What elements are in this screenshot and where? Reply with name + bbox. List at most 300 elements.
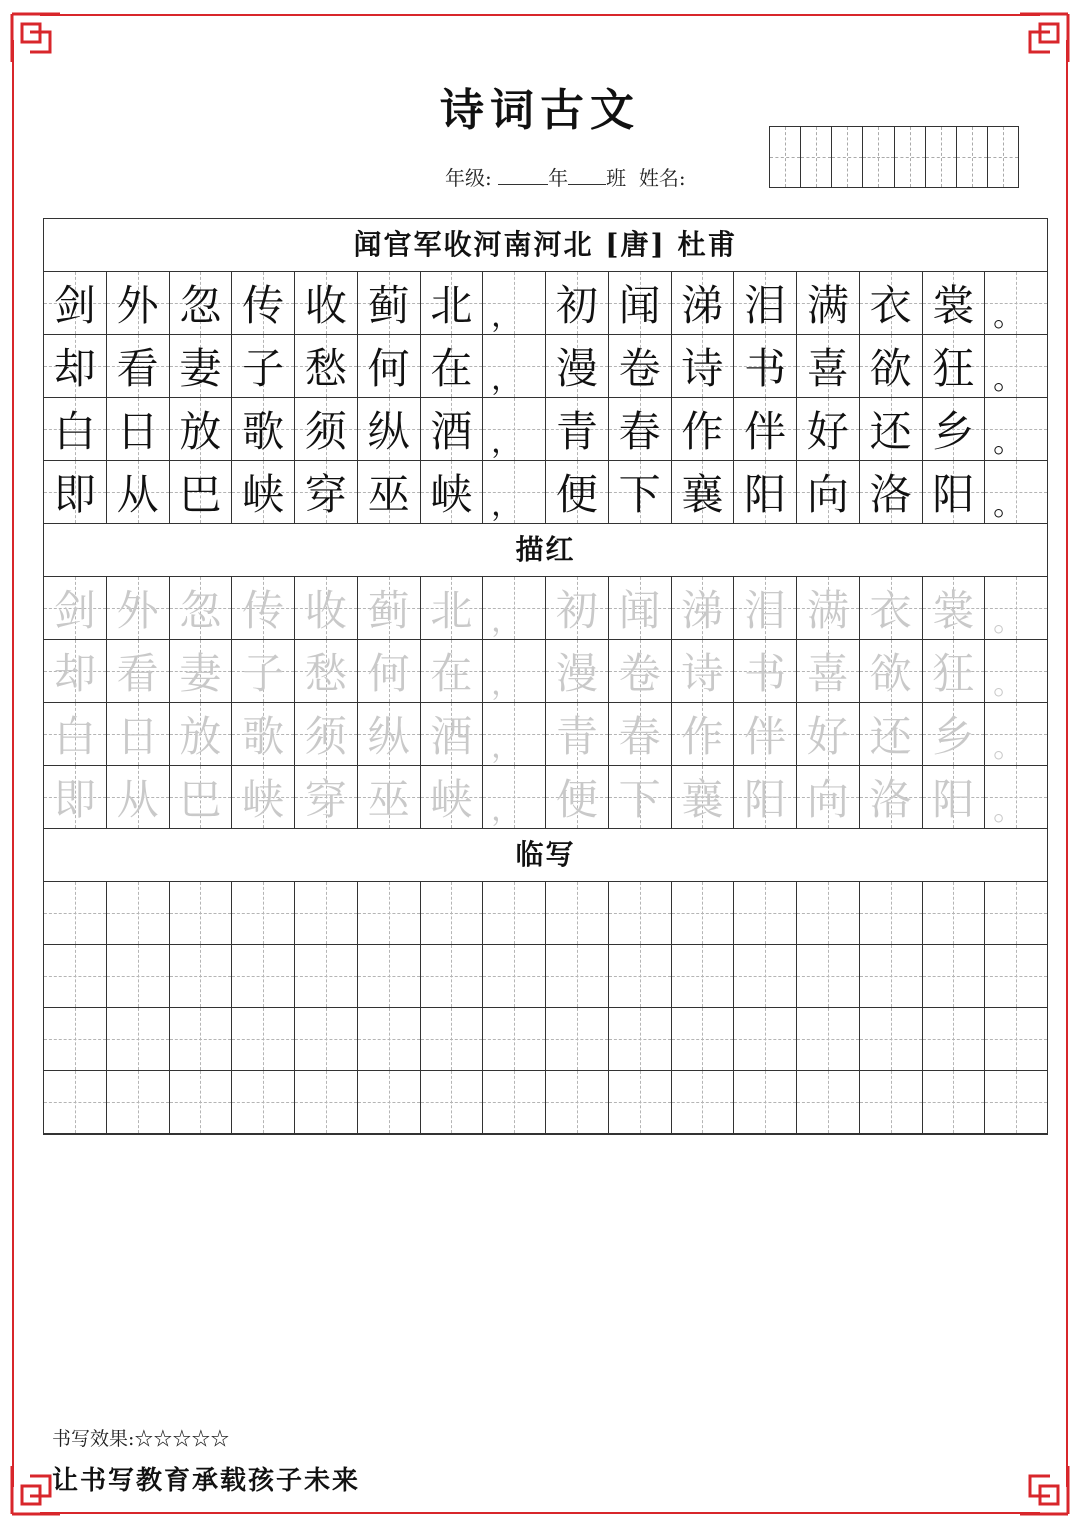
copy-cell[interactable] xyxy=(672,1071,735,1133)
copy-cell[interactable] xyxy=(797,1071,860,1133)
poem-cell xyxy=(672,335,735,397)
copy-cell[interactable] xyxy=(546,1008,609,1070)
trace-char: 书 xyxy=(744,649,787,698)
trace-cell[interactable] xyxy=(797,640,860,702)
poem-cell xyxy=(860,335,923,397)
copy-row xyxy=(44,1008,1047,1071)
poem-cell xyxy=(483,335,546,397)
poem-row xyxy=(44,335,1047,398)
trace-char: 穿 xyxy=(304,775,347,824)
copy-cell[interactable] xyxy=(923,1071,986,1133)
trace-cell[interactable] xyxy=(923,640,986,702)
trace-cell[interactable] xyxy=(860,766,923,828)
poem-cell xyxy=(923,272,986,334)
poem-char: 作 xyxy=(681,407,724,456)
copy-cell[interactable] xyxy=(734,1008,797,1070)
trace-cell[interactable] xyxy=(672,640,735,702)
corner-ornament-top-left xyxy=(10,12,62,64)
poem-char: 好 xyxy=(806,407,849,456)
class-label: 班 xyxy=(606,166,627,190)
trace-char: 却 xyxy=(53,649,96,698)
trace-cell[interactable] xyxy=(860,577,923,639)
trace-char: 妻 xyxy=(179,649,222,698)
poem-char: 欲 xyxy=(869,344,912,393)
copy-cell[interactable] xyxy=(421,1008,484,1070)
poem-cell xyxy=(421,272,484,334)
trace-char: 须 xyxy=(304,712,347,761)
copy-cell[interactable] xyxy=(923,882,986,944)
trace-char: 便 xyxy=(555,775,598,824)
trace-cell[interactable] xyxy=(358,703,421,765)
poem-cell xyxy=(609,461,672,523)
copy-cell[interactable] xyxy=(734,882,797,944)
copy-heading: 临写 xyxy=(44,829,1047,882)
poem-cell xyxy=(860,272,923,334)
trace-cell[interactable] xyxy=(358,766,421,828)
trace-char: 诗 xyxy=(681,649,724,698)
copy-cell[interactable] xyxy=(672,1008,735,1070)
poem-char: 漫 xyxy=(555,344,598,393)
poem-cell xyxy=(672,272,735,334)
poem-cell xyxy=(672,398,735,460)
poem-cell xyxy=(358,272,421,334)
trace-cell[interactable] xyxy=(546,640,609,702)
trace-cell[interactable] xyxy=(295,577,358,639)
poem-char: 传 xyxy=(242,281,285,330)
frame-right-line xyxy=(1066,40,1068,1487)
copy-cell[interactable] xyxy=(358,1008,421,1070)
trace-cell[interactable] xyxy=(860,640,923,702)
copy-cell[interactable] xyxy=(358,1071,421,1133)
poem-cell xyxy=(421,335,484,397)
copy-cell[interactable] xyxy=(609,1008,672,1070)
trace-cell[interactable] xyxy=(483,766,546,828)
trace-char: 阳 xyxy=(744,775,787,824)
trace-cell[interactable] xyxy=(672,577,735,639)
trace-cell[interactable] xyxy=(797,577,860,639)
poem-cell xyxy=(609,335,672,397)
trace-char: 。 xyxy=(993,793,1024,828)
trace-cell[interactable] xyxy=(107,703,170,765)
poem-cell xyxy=(923,335,986,397)
poem-char: 阳 xyxy=(744,470,787,519)
poem-char: 从 xyxy=(116,470,159,519)
copy-cell[interactable] xyxy=(295,1071,358,1133)
copy-cell[interactable] xyxy=(734,1071,797,1133)
trace-cell[interactable] xyxy=(546,766,609,828)
poem-cell xyxy=(985,335,1047,397)
trace-cell[interactable] xyxy=(44,577,107,639)
trace-cell[interactable] xyxy=(170,640,233,702)
copy-cell[interactable] xyxy=(985,882,1047,944)
trace-char: 。 xyxy=(993,604,1024,639)
poem-char: 何 xyxy=(367,344,410,393)
poem-cell xyxy=(985,398,1047,460)
trace-cell[interactable] xyxy=(734,577,797,639)
class-blank[interactable] xyxy=(568,166,606,185)
copy-cell[interactable] xyxy=(483,1071,546,1133)
poem-char: 喜 xyxy=(806,344,849,393)
copy-cell[interactable] xyxy=(358,945,421,1007)
poem-cell xyxy=(923,461,986,523)
poem-char: 春 xyxy=(618,407,661,456)
copy-cell[interactable] xyxy=(358,882,421,944)
poem-cell xyxy=(734,398,797,460)
poem-char: 青 xyxy=(555,407,598,456)
trace-char: 作 xyxy=(681,712,724,761)
poem-cell xyxy=(985,272,1047,334)
poem-cell xyxy=(295,398,358,460)
poem-cell xyxy=(483,461,546,523)
trace-cell[interactable] xyxy=(923,766,986,828)
trace-cell[interactable] xyxy=(985,703,1047,765)
practice-sheet xyxy=(43,218,1048,1135)
poem-char: 书 xyxy=(744,344,787,393)
trace-cell[interactable] xyxy=(107,577,170,639)
trace-cell[interactable] xyxy=(609,703,672,765)
frame-left-line xyxy=(12,40,14,1487)
poem-char: 放 xyxy=(179,407,222,456)
grade-blank[interactable] xyxy=(498,166,548,185)
trace-char: 歌 xyxy=(242,712,285,761)
copy-cell[interactable] xyxy=(170,882,233,944)
poem-cell xyxy=(44,335,107,397)
copy-cell[interactable] xyxy=(421,882,484,944)
trace-cell[interactable] xyxy=(232,577,295,639)
grade-label: 年级: xyxy=(445,166,492,190)
trace-char: 。 xyxy=(993,667,1024,702)
poem-cell xyxy=(797,335,860,397)
name-box[interactable] xyxy=(832,127,863,187)
copy-cell[interactable] xyxy=(483,1008,546,1070)
copy-cell[interactable] xyxy=(232,882,295,944)
poem-char: 穿 xyxy=(304,470,347,519)
poem-char: ， xyxy=(491,362,522,397)
trace-char: 卷 xyxy=(618,649,661,698)
trace-cell[interactable] xyxy=(483,577,546,639)
trace-cell[interactable] xyxy=(797,766,860,828)
trace-row xyxy=(44,640,1047,703)
copy-cell[interactable] xyxy=(797,882,860,944)
poem-cell xyxy=(170,461,233,523)
trace-cell[interactable] xyxy=(44,703,107,765)
trace-char: 春 xyxy=(618,712,661,761)
trace-cell[interactable] xyxy=(358,577,421,639)
trace-char: ， xyxy=(491,667,522,702)
trace-char: 涕 xyxy=(681,586,724,635)
poem-cell xyxy=(797,272,860,334)
poem-cell xyxy=(546,335,609,397)
trace-cell[interactable] xyxy=(923,703,986,765)
poem-row xyxy=(44,398,1047,461)
trace-char: 巴 xyxy=(179,775,222,824)
copy-cell[interactable] xyxy=(170,1071,233,1133)
poem-cell xyxy=(860,461,923,523)
trace-cell[interactable] xyxy=(483,703,546,765)
poem-cell xyxy=(107,461,170,523)
trace-cell[interactable] xyxy=(44,766,107,828)
name-box[interactable] xyxy=(957,127,988,187)
poem-cell xyxy=(295,335,358,397)
trace-cell[interactable] xyxy=(985,766,1047,828)
name-box[interactable] xyxy=(988,127,1018,187)
trace-char: 初 xyxy=(555,586,598,635)
copy-cell[interactable] xyxy=(860,882,923,944)
copy-cell[interactable] xyxy=(985,1008,1047,1070)
poem-cell xyxy=(483,272,546,334)
poem-grid xyxy=(44,272,1047,524)
poem-cell xyxy=(232,335,295,397)
copy-cell[interactable] xyxy=(923,945,986,1007)
poem-char: 。 xyxy=(993,299,1024,334)
copy-cell[interactable] xyxy=(44,882,107,944)
copy-cell[interactable] xyxy=(860,1008,923,1070)
trace-cell[interactable] xyxy=(923,577,986,639)
trace-char: ， xyxy=(491,793,522,828)
trace-char: 巫 xyxy=(367,775,410,824)
poem-cell xyxy=(170,398,233,460)
copy-cell[interactable] xyxy=(107,882,170,944)
trace-char: 白 xyxy=(53,712,96,761)
poem-char: 白 xyxy=(53,407,96,456)
trace-char: 下 xyxy=(618,775,661,824)
poem-cell xyxy=(734,461,797,523)
copy-cell[interactable] xyxy=(232,945,295,1007)
poem-char: 洛 xyxy=(869,470,912,519)
poem-char: 卷 xyxy=(618,344,661,393)
name-box[interactable] xyxy=(770,127,801,187)
trace-cell[interactable] xyxy=(672,766,735,828)
copy-cell[interactable] xyxy=(546,1071,609,1133)
poem-char: 即 xyxy=(53,470,96,519)
trace-cell[interactable] xyxy=(295,640,358,702)
poem-char: 须 xyxy=(304,407,347,456)
copy-cell[interactable] xyxy=(923,1008,986,1070)
poem-cell xyxy=(483,398,546,460)
trace-cell[interactable] xyxy=(672,703,735,765)
copy-cell[interactable] xyxy=(107,1071,170,1133)
poem-cell xyxy=(421,461,484,523)
poem-char: 却 xyxy=(53,344,96,393)
poem-row xyxy=(44,461,1047,524)
name-box[interactable] xyxy=(863,127,894,187)
poem-char: 初 xyxy=(555,281,598,330)
copy-cell[interactable] xyxy=(295,945,358,1007)
copy-cell[interactable] xyxy=(797,1008,860,1070)
slogan: 让书写教育承载孩子未来 xyxy=(52,1466,361,1496)
trace-char: 青 xyxy=(555,712,598,761)
poem-char: 乡 xyxy=(932,407,975,456)
copy-cell[interactable] xyxy=(232,1071,295,1133)
trace-cell[interactable] xyxy=(546,577,609,639)
copy-cell[interactable] xyxy=(421,1071,484,1133)
trace-char: 好 xyxy=(806,712,849,761)
trace-char: 满 xyxy=(806,586,849,635)
trace-char: 愁 xyxy=(304,649,347,698)
copy-cell[interactable] xyxy=(107,945,170,1007)
trace-cell[interactable] xyxy=(797,703,860,765)
trace-cell[interactable] xyxy=(170,577,233,639)
trace-char: 狂 xyxy=(932,649,975,698)
copy-cell[interactable] xyxy=(483,882,546,944)
copy-cell[interactable] xyxy=(44,1008,107,1070)
trace-char: 还 xyxy=(869,712,912,761)
rating-label: 书写效果: xyxy=(52,1428,135,1450)
writing-rating xyxy=(52,1424,229,1451)
poem-row xyxy=(44,272,1047,335)
trace-cell[interactable] xyxy=(295,766,358,828)
trace-char: 峡 xyxy=(430,775,473,824)
trace-cell[interactable] xyxy=(609,640,672,702)
poem-cell xyxy=(734,272,797,334)
poem-char: 巴 xyxy=(179,470,222,519)
copy-cell[interactable] xyxy=(170,945,233,1007)
trace-cell[interactable] xyxy=(232,703,295,765)
trace-cell[interactable] xyxy=(358,640,421,702)
copy-cell[interactable] xyxy=(232,1008,295,1070)
trace-char: 裳 xyxy=(932,586,975,635)
name-box[interactable] xyxy=(926,127,957,187)
trace-cell[interactable] xyxy=(107,640,170,702)
trace-char: 蓟 xyxy=(367,586,410,635)
trace-cell[interactable] xyxy=(170,703,233,765)
copy-cell[interactable] xyxy=(421,945,484,1007)
copy-row xyxy=(44,882,1047,945)
name-box[interactable] xyxy=(895,127,926,187)
poem-char: 日 xyxy=(116,407,159,456)
poem-cell xyxy=(797,398,860,460)
trace-cell[interactable] xyxy=(44,640,107,702)
copy-cell[interactable] xyxy=(860,1071,923,1133)
poem-cell xyxy=(546,461,609,523)
trace-cell[interactable] xyxy=(421,577,484,639)
poem-char: 闻 xyxy=(618,281,661,330)
poem-cell xyxy=(170,335,233,397)
trace-cell[interactable] xyxy=(232,640,295,702)
poem-cell xyxy=(797,461,860,523)
trace-grid[interactable] xyxy=(44,577,1047,829)
trace-cell[interactable] xyxy=(421,640,484,702)
copy-cell[interactable] xyxy=(609,882,672,944)
poem-char: 襄 xyxy=(681,470,724,519)
copy-cell[interactable] xyxy=(44,945,107,1007)
trace-cell[interactable] xyxy=(546,703,609,765)
trace-char: 纵 xyxy=(367,712,410,761)
trace-cell[interactable] xyxy=(232,766,295,828)
poem-char: 在 xyxy=(430,344,473,393)
poem-cell xyxy=(860,398,923,460)
poem-char: 向 xyxy=(806,470,849,519)
trace-cell[interactable] xyxy=(860,703,923,765)
copy-cell[interactable] xyxy=(546,945,609,1007)
trace-char: 襄 xyxy=(681,775,724,824)
trace-char: 外 xyxy=(116,586,159,635)
copy-cell[interactable] xyxy=(672,882,735,944)
poem-cell xyxy=(232,272,295,334)
trace-cell[interactable] xyxy=(170,766,233,828)
trace-cell[interactable] xyxy=(107,766,170,828)
copy-cell[interactable] xyxy=(985,945,1047,1007)
poem-char: 便 xyxy=(555,470,598,519)
trace-cell[interactable] xyxy=(985,640,1047,702)
poem-char: 愁 xyxy=(304,344,347,393)
frame-bottom-line xyxy=(40,1512,1040,1514)
trace-cell[interactable] xyxy=(609,766,672,828)
page-title: 诗词古文 xyxy=(440,85,640,136)
copy-cell[interactable] xyxy=(170,1008,233,1070)
copy-cell[interactable] xyxy=(546,882,609,944)
copy-cell[interactable] xyxy=(295,1008,358,1070)
poem-cell xyxy=(546,272,609,334)
poem-char: 阳 xyxy=(932,470,975,519)
trace-cell[interactable] xyxy=(985,577,1047,639)
poem-cell xyxy=(672,461,735,523)
rating-stars[interactable]: ☆☆☆☆☆ xyxy=(134,1428,230,1450)
poem-cell xyxy=(546,398,609,460)
poem-char: 歌 xyxy=(242,407,285,456)
copy-cell[interactable] xyxy=(609,1071,672,1133)
year-label: 年 xyxy=(548,166,569,190)
copy-cell[interactable] xyxy=(44,1071,107,1133)
poem-char: 伴 xyxy=(744,407,787,456)
trace-char: 日 xyxy=(116,712,159,761)
copy-cell[interactable] xyxy=(797,945,860,1007)
trace-cell[interactable] xyxy=(734,766,797,828)
trace-char: 伴 xyxy=(744,712,787,761)
copy-cell[interactable] xyxy=(295,882,358,944)
trace-char: 从 xyxy=(116,775,159,824)
poem-char: 峡 xyxy=(430,470,473,519)
trace-cell[interactable] xyxy=(734,640,797,702)
trace-cell[interactable] xyxy=(295,703,358,765)
name-box[interactable] xyxy=(801,127,832,187)
poem-char: 。 xyxy=(993,488,1024,523)
poem-cell xyxy=(421,398,484,460)
trace-char: 剑 xyxy=(53,586,96,635)
trace-cell[interactable] xyxy=(421,703,484,765)
trace-cell[interactable] xyxy=(734,703,797,765)
poem-char: 剑 xyxy=(53,281,96,330)
trace-char: 衣 xyxy=(869,586,912,635)
trace-cell[interactable] xyxy=(421,766,484,828)
copy-cell[interactable] xyxy=(609,945,672,1007)
poem-char: 纵 xyxy=(367,407,410,456)
copy-cell[interactable] xyxy=(860,945,923,1007)
corner-ornament-top-right xyxy=(1018,12,1070,64)
name-writing-boxes[interactable] xyxy=(769,126,1019,188)
trace-char: 乡 xyxy=(932,712,975,761)
poem-char: 衣 xyxy=(869,281,912,330)
poem-cell xyxy=(44,272,107,334)
copy-grid[interactable] xyxy=(44,882,1047,1134)
trace-char: 何 xyxy=(367,649,410,698)
copy-cell[interactable] xyxy=(734,945,797,1007)
trace-char: 洛 xyxy=(869,775,912,824)
poem-char: 酒 xyxy=(430,407,473,456)
poem-cell xyxy=(734,335,797,397)
trace-char: 泪 xyxy=(744,586,787,635)
trace-cell[interactable] xyxy=(609,577,672,639)
copy-cell[interactable] xyxy=(672,945,735,1007)
copy-cell[interactable] xyxy=(107,1008,170,1070)
copy-cell[interactable] xyxy=(483,945,546,1007)
poem-char: 巫 xyxy=(367,470,410,519)
copy-cell[interactable] xyxy=(985,1071,1047,1133)
trace-row xyxy=(44,577,1047,640)
trace-cell[interactable] xyxy=(483,640,546,702)
poem-char: 北 xyxy=(430,281,473,330)
poem-cell xyxy=(232,398,295,460)
